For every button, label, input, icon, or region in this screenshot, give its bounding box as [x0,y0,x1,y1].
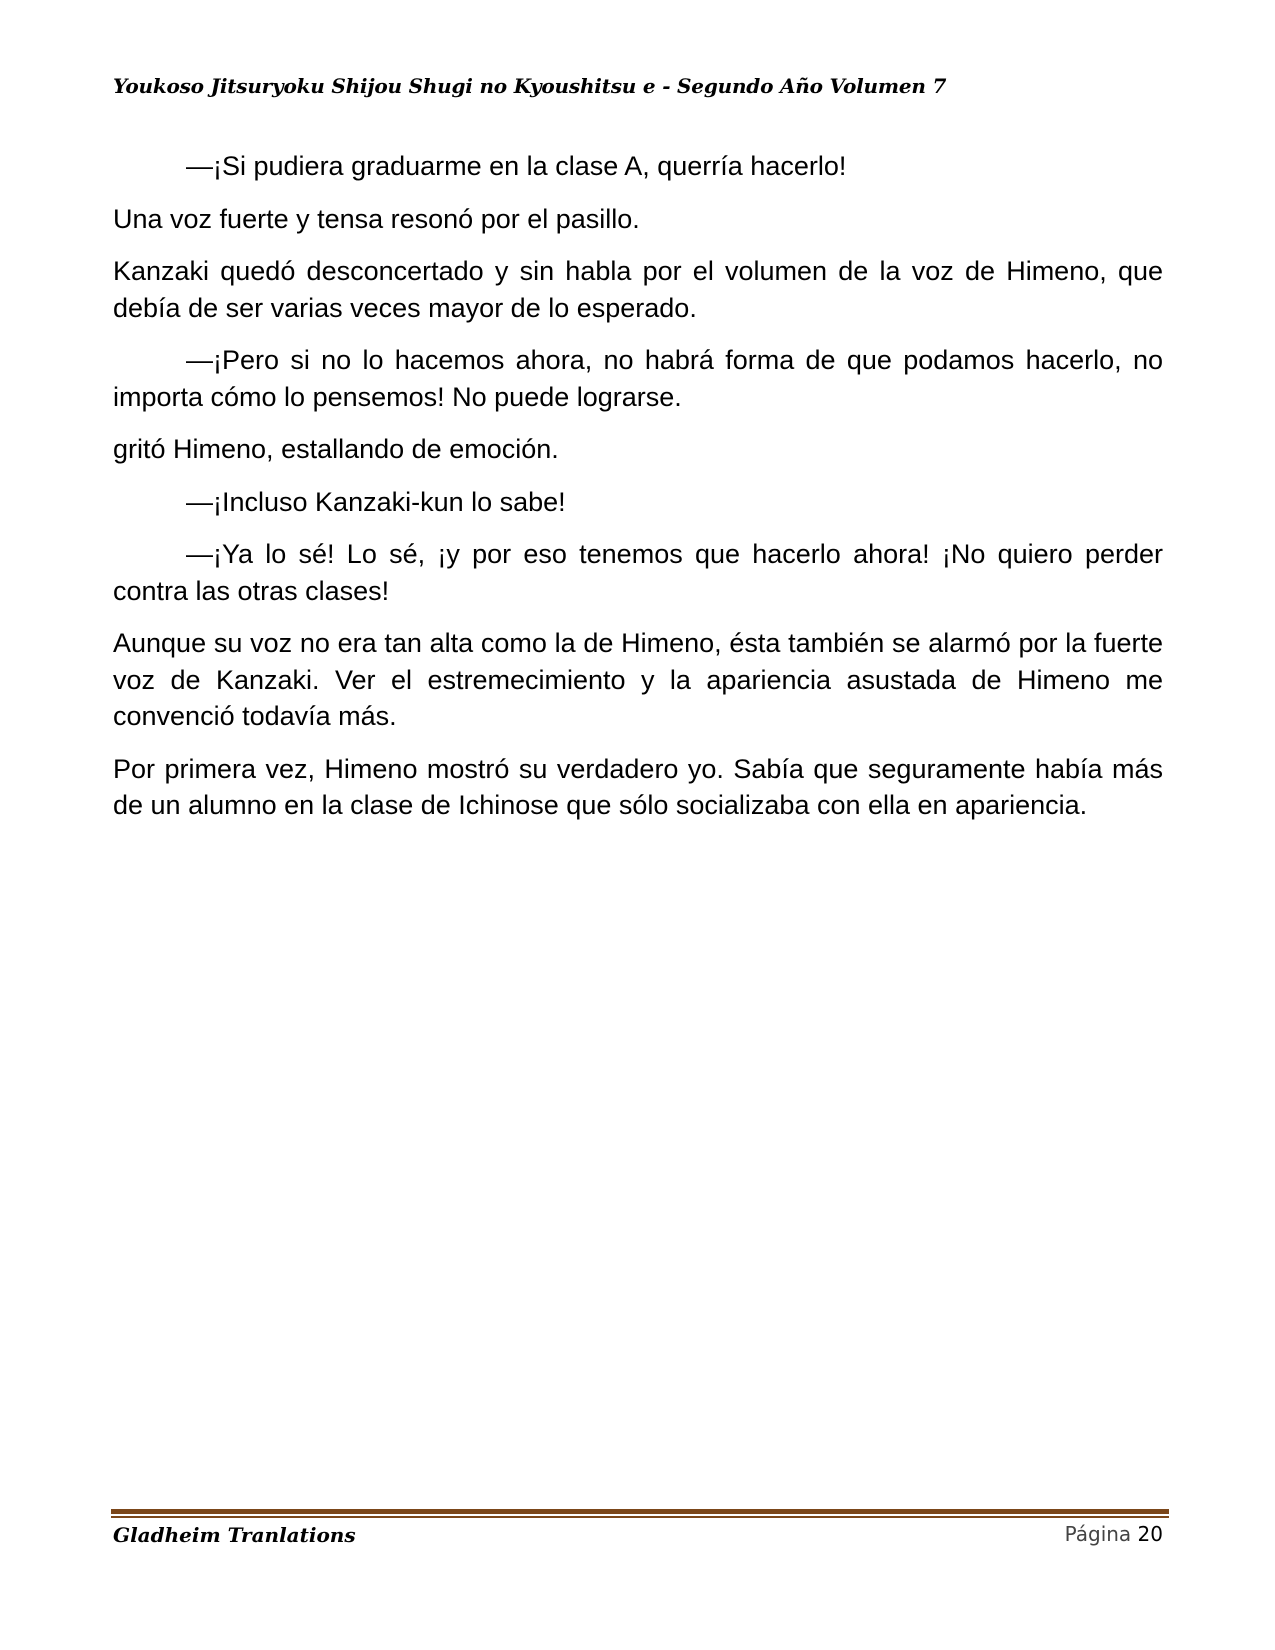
paragraph-dialogue: —¡Pero si no lo hacemos ahora, no habrá forma de que podamos hacerlo, no importa cómo lo pensemos! No puede lograrse. [113,345,1163,412]
page-label: Página [1064,1522,1132,1546]
paragraph-dialogue: —¡Ya lo sé! Lo sé, ¡y por eso tenemos que hacerlo ahora! ¡No quiero perder contra las otras clases! [113,539,1163,606]
paragraph: Aunque su voz no era tan alta como la de Himeno, ésta también se alarmó por la fuerte voz de Kanzaki. Ver el estremecimiento y la apariencia asustada de Himeno me convenció todavía más. [113,628,1163,731]
footer-publisher: Gladheim Tranlations [113,1523,356,1547]
paragraph-dialogue: —¡Incluso Kanzaki-kun lo sabe! [186,486,566,517]
paragraph-dialogue: —¡Si pudiera graduarme en la clase A, querría hacerlo! [186,151,847,181]
footer-divider [111,1509,1169,1518]
paragraph: Una voz fuerte y tensa resonó por el pasillo. [113,203,640,234]
footer-divider-thick [111,1509,1169,1514]
document-header-title: Youkoso Jitsuryoku Shijou Shugi no Kyoushitsu e - Segundo Año Volumen 7 [113,74,947,98]
footer-divider-thin [111,1516,1169,1518]
paragraph: Por primera vez, Himeno mostró su verdadero yo. Sabía que seguramente había más de un alumno en la clase de Ichinose que sólo socializaba con ella en apariencia. [113,753,1163,820]
paragraph: gritó Himeno, estallando de emoción. [113,434,559,464]
paragraph: Kanzaki quedó desconcertado y sin habla por el volumen de la voz de Himeno, que debía de ser varias veces mayor de lo esperado. [113,256,1163,323]
page-number-block [1065,1520,1163,1548]
page-number: 20 [1137,1522,1163,1546]
document-body [113,148,1163,840]
